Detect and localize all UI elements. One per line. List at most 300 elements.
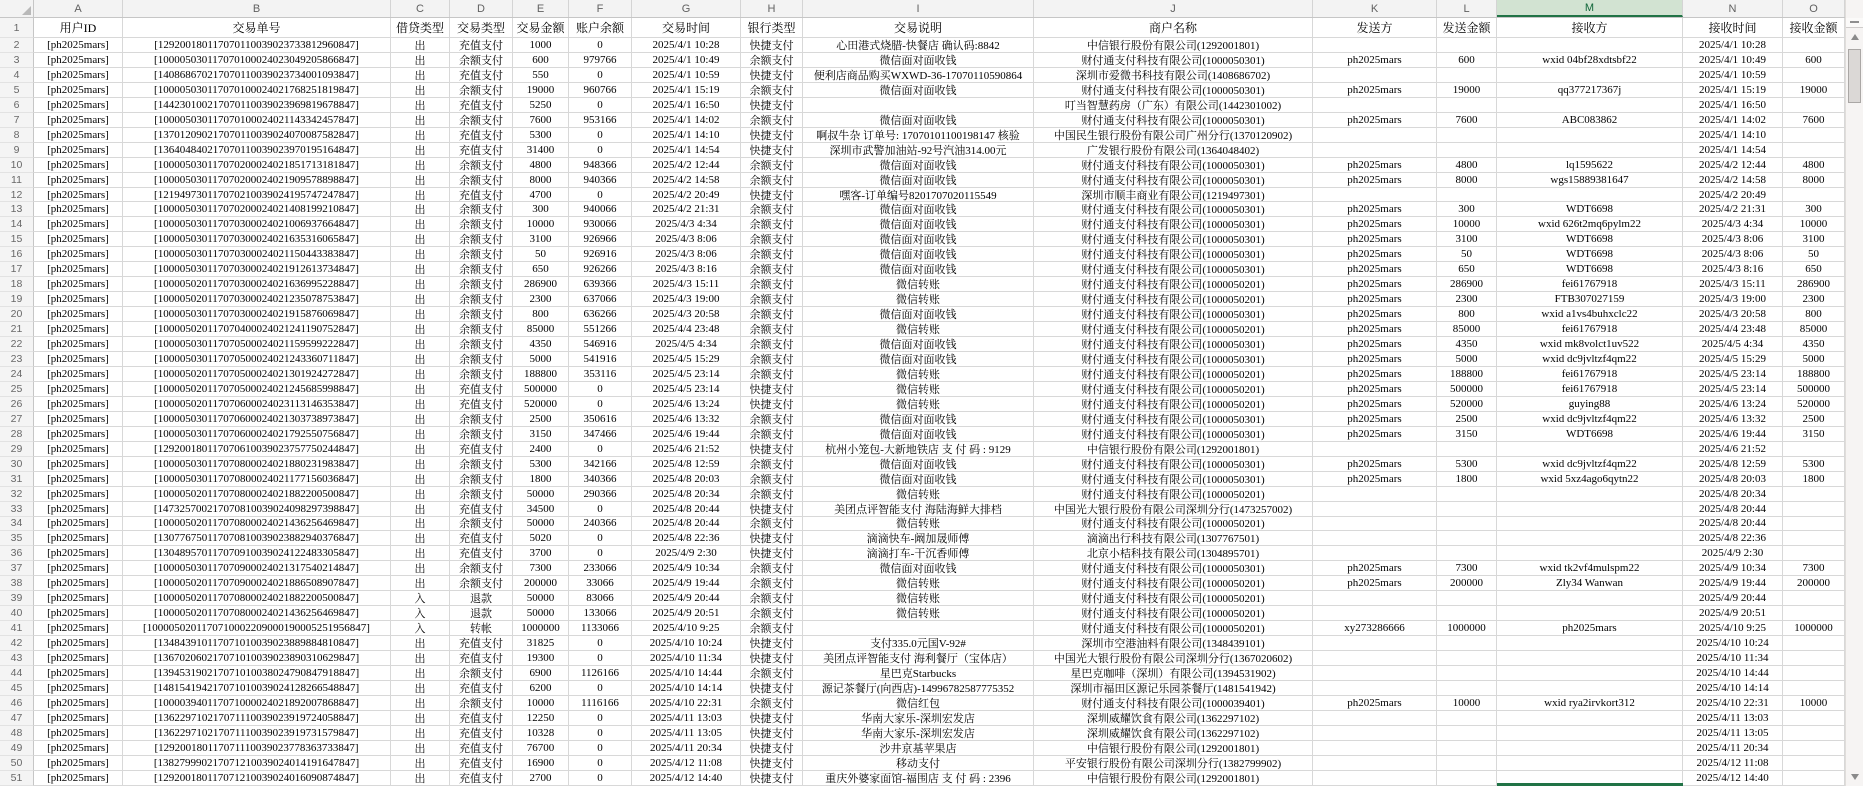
cell-M27[interactable]: wxid dc9jvltzf4qm22 <box>1497 412 1683 427</box>
cell-L10[interactable]: 4800 <box>1437 158 1497 173</box>
cell-F16[interactable]: 926916 <box>569 247 632 262</box>
cell-C39[interactable]: 入 <box>391 591 450 606</box>
cell-I7[interactable]: 微信面对面收钱 <box>803 113 1034 128</box>
cell-L16[interactable]: 50 <box>1437 247 1497 262</box>
cell-C13[interactable]: 出 <box>391 202 450 217</box>
cell-F50[interactable]: 0 <box>569 756 632 771</box>
cell-L12[interactable] <box>1437 188 1497 203</box>
cell-K7[interactable]: ph2025mars <box>1313 113 1437 128</box>
cell-G45[interactable]: 2025/4/10 14:14 <box>632 681 741 696</box>
cell-D49[interactable]: 充值支付 <box>450 741 513 756</box>
cell-A48[interactable]: [ph2025mars] <box>34 726 123 741</box>
cell-B47[interactable]: [136229710217071110039023919724058847] <box>123 711 391 726</box>
cell-E1[interactable]: 交易金额 <box>513 18 569 38</box>
cell-K18[interactable]: ph2025mars <box>1313 277 1437 292</box>
cell-J25[interactable]: 财付通支付科技有限公司(1000050201) <box>1034 382 1313 397</box>
cell-M23[interactable]: wxid dc9jvltzf4qm22 <box>1497 352 1683 367</box>
cell-A35[interactable]: [ph2025mars] <box>34 531 123 546</box>
cell-A34[interactable]: [ph2025mars] <box>34 517 123 532</box>
cell-A19[interactable]: [ph2025mars] <box>34 292 123 307</box>
cell-J15[interactable]: 财付通支付科技有限公司(1000050301) <box>1034 232 1313 247</box>
row-header-14[interactable]: 14 <box>0 217 34 232</box>
cell-F37[interactable]: 233066 <box>569 561 632 576</box>
cell-M43[interactable] <box>1497 651 1683 666</box>
cell-H17[interactable]: 余额支付 <box>741 262 803 277</box>
cell-O43[interactable] <box>1783 651 1845 666</box>
cell-A46[interactable]: [ph2025mars] <box>34 696 123 711</box>
cell-A47[interactable]: [ph2025mars] <box>34 711 123 726</box>
cell-B23[interactable]: [100005030117070500024021243360711847] <box>123 352 391 367</box>
cell-C8[interactable]: 出 <box>391 128 450 143</box>
cell-B1[interactable]: 交易单号 <box>123 18 391 38</box>
cell-O34[interactable] <box>1783 517 1845 532</box>
cell-F18[interactable]: 639366 <box>569 277 632 292</box>
cell-E16[interactable]: 50 <box>513 247 569 262</box>
cell-D10[interactable]: 余额支付 <box>450 158 513 173</box>
row-header-37[interactable]: 37 <box>0 561 34 576</box>
cell-E18[interactable]: 286900 <box>513 277 569 292</box>
cell-M46[interactable]: wxid rya2irvkort312 <box>1497 696 1683 711</box>
cell-N17[interactable]: 2025/4/3 8:16 <box>1683 262 1783 277</box>
cell-F27[interactable]: 350616 <box>569 412 632 427</box>
row-header-3[interactable]: 3 <box>0 53 34 68</box>
cell-H29[interactable]: 快捷支付 <box>741 442 803 457</box>
cell-C24[interactable]: 出 <box>391 367 450 382</box>
cell-C1[interactable]: 借贷类型 <box>391 18 450 38</box>
row-header-11[interactable]: 11 <box>0 173 34 188</box>
cell-F2[interactable]: 0 <box>569 38 632 53</box>
cell-O33[interactable] <box>1783 502 1845 517</box>
cell-C31[interactable]: 出 <box>391 472 450 487</box>
cell-O41[interactable]: 1000000 <box>1783 621 1845 636</box>
cell-M16[interactable]: WDT6698 <box>1497 247 1683 262</box>
cell-E30[interactable]: 5300 <box>513 457 569 472</box>
cell-D31[interactable]: 余额支付 <box>450 472 513 487</box>
cell-B33[interactable]: [147325700217070810039024098297398847] <box>123 502 391 517</box>
cell-K17[interactable]: ph2025mars <box>1313 262 1437 277</box>
cell-C51[interactable]: 出 <box>391 771 450 786</box>
cell-H45[interactable]: 快捷支付 <box>741 681 803 696</box>
cell-A3[interactable]: [ph2025mars] <box>34 53 123 68</box>
cell-M19[interactable]: FTB307027159 <box>1497 292 1683 307</box>
cell-K47[interactable] <box>1313 711 1437 726</box>
cell-C19[interactable]: 出 <box>391 292 450 307</box>
cell-I3[interactable]: 微信面对面收钱 <box>803 53 1034 68</box>
cell-K23[interactable]: ph2025mars <box>1313 352 1437 367</box>
cell-N51[interactable]: 2025/4/12 14:40 <box>1683 771 1783 786</box>
cell-H31[interactable]: 余额支付 <box>741 472 803 487</box>
cell-F6[interactable]: 0 <box>569 98 632 113</box>
cell-H21[interactable]: 余额支付 <box>741 322 803 337</box>
cell-H3[interactable]: 余额支付 <box>741 53 803 68</box>
cell-A31[interactable]: [ph2025mars] <box>34 472 123 487</box>
row-header-9[interactable]: 9 <box>0 143 34 158</box>
cell-F10[interactable]: 948366 <box>569 158 632 173</box>
cell-O5[interactable]: 19000 <box>1783 83 1845 98</box>
cell-B25[interactable]: [100005020117070500024021245685998847] <box>123 382 391 397</box>
cell-I14[interactable]: 微信面对面收钱 <box>803 217 1034 232</box>
cell-G17[interactable]: 2025/4/3 8:16 <box>632 262 741 277</box>
cell-B4[interactable]: [140868670217070110039023734001093847] <box>123 68 391 83</box>
cell-E25[interactable]: 500000 <box>513 382 569 397</box>
cell-E51[interactable]: 2700 <box>513 771 569 786</box>
cell-C10[interactable]: 出 <box>391 158 450 173</box>
cell-N20[interactable]: 2025/4/3 20:58 <box>1683 307 1783 322</box>
cell-A43[interactable]: [ph2025mars] <box>34 651 123 666</box>
cell-N5[interactable]: 2025/4/1 15:19 <box>1683 83 1783 98</box>
cell-D25[interactable]: 充值支付 <box>450 382 513 397</box>
cell-J43[interactable]: 中国光大银行股份有限公司深圳分行(1367020602) <box>1034 651 1313 666</box>
cell-M20[interactable]: wxid a1vs4buhxclc22 <box>1497 307 1683 322</box>
cell-M7[interactable]: ABC083862 <box>1497 113 1683 128</box>
cell-J23[interactable]: 财付通支付科技有限公司(1000050301) <box>1034 352 1313 367</box>
cell-F20[interactable]: 636266 <box>569 307 632 322</box>
cell-K51[interactable] <box>1313 771 1437 786</box>
cell-H27[interactable]: 余额支付 <box>741 412 803 427</box>
cell-J50[interactable]: 平安银行股份有限公司深圳分行(1382799902) <box>1034 756 1313 771</box>
row-header-39[interactable]: 39 <box>0 591 34 606</box>
cell-J22[interactable]: 财付通支付科技有限公司(1000050301) <box>1034 337 1313 352</box>
cell-F1[interactable]: 账户余额 <box>569 18 632 38</box>
cell-F13[interactable]: 940066 <box>569 202 632 217</box>
cell-F11[interactable]: 940366 <box>569 173 632 188</box>
cell-D35[interactable]: 充值支付 <box>450 531 513 546</box>
cell-E48[interactable]: 10328 <box>513 726 569 741</box>
cell-J1[interactable]: 商户名称 <box>1034 18 1313 38</box>
cell-A32[interactable]: [ph2025mars] <box>34 487 123 502</box>
cell-H41[interactable]: 余额支付 <box>741 621 803 636</box>
cell-H50[interactable]: 快捷支付 <box>741 756 803 771</box>
cell-H5[interactable]: 余额支付 <box>741 83 803 98</box>
cell-J34[interactable]: 财付通支付科技有限公司(1000050201) <box>1034 517 1313 532</box>
cell-F41[interactable]: 1133066 <box>569 621 632 636</box>
cell-L42[interactable] <box>1437 636 1497 651</box>
cell-H39[interactable]: 余额支付 <box>741 591 803 606</box>
cell-M50[interactable] <box>1497 756 1683 771</box>
cell-A22[interactable]: [ph2025mars] <box>34 337 123 352</box>
cell-O4[interactable] <box>1783 68 1845 83</box>
cell-D32[interactable]: 余额支付 <box>450 487 513 502</box>
cell-D15[interactable]: 余额支付 <box>450 232 513 247</box>
row-header-48[interactable]: 48 <box>0 726 34 741</box>
cell-K4[interactable] <box>1313 68 1437 83</box>
cell-O40[interactable] <box>1783 606 1845 621</box>
cell-I29[interactable]: 杭州小笼包-大新地铁店 支 付 码 : 9129 <box>803 442 1034 457</box>
cell-M10[interactable]: lq1595622 <box>1497 158 1683 173</box>
cell-N50[interactable]: 2025/4/12 11:08 <box>1683 756 1783 771</box>
cell-C20[interactable]: 出 <box>391 307 450 322</box>
cell-A27[interactable]: [ph2025mars] <box>34 412 123 427</box>
column-header-L[interactable]: L <box>1437 0 1497 17</box>
cell-B48[interactable]: [136229710217071110039023919731579847] <box>123 726 391 741</box>
cell-L46[interactable]: 10000 <box>1437 696 1497 711</box>
cell-I20[interactable]: 微信面对面收钱 <box>803 307 1034 322</box>
cell-F15[interactable]: 926966 <box>569 232 632 247</box>
cell-F38[interactable]: 33066 <box>569 576 632 591</box>
cell-J19[interactable]: 财付通支付科技有限公司(1000050201) <box>1034 292 1313 307</box>
cell-N1[interactable]: 接收时间 <box>1683 18 1783 38</box>
cell-O37[interactable]: 7300 <box>1783 561 1845 576</box>
cell-O19[interactable]: 2300 <box>1783 292 1845 307</box>
cell-H37[interactable]: 余额支付 <box>741 561 803 576</box>
cell-E6[interactable]: 5250 <box>513 98 569 113</box>
cell-B19[interactable]: [100005020117070300024021235078753847] <box>123 292 391 307</box>
cell-B27[interactable]: [100005030117070600024021303738973847] <box>123 412 391 427</box>
cell-D6[interactable]: 充值支付 <box>450 98 513 113</box>
cell-N2[interactable]: 2025/4/1 10:28 <box>1683 38 1783 53</box>
cell-J35[interactable]: 滴滴出行科技有限公司(1307767501) <box>1034 531 1313 546</box>
cell-J5[interactable]: 财付通支付科技有限公司(1000050301) <box>1034 83 1313 98</box>
cell-K44[interactable] <box>1313 666 1437 681</box>
cell-G38[interactable]: 2025/4/9 19:44 <box>632 576 741 591</box>
scroll-up-arrow-icon[interactable] <box>1846 29 1863 45</box>
cell-F49[interactable]: 0 <box>569 741 632 756</box>
cell-C32[interactable]: 出 <box>391 487 450 502</box>
cell-B15[interactable]: [100005030117070300024021635316065847] <box>123 232 391 247</box>
cell-F28[interactable]: 347466 <box>569 427 632 442</box>
cell-B16[interactable]: [100005030117070300024021150443383847] <box>123 247 391 262</box>
cell-O35[interactable] <box>1783 531 1845 546</box>
cell-D38[interactable]: 余额支付 <box>450 576 513 591</box>
cell-D13[interactable]: 余额支付 <box>450 202 513 217</box>
cell-D24[interactable]: 余额支付 <box>450 367 513 382</box>
cell-B44[interactable]: [139453190217071010038024790847918847] <box>123 666 391 681</box>
cell-N21[interactable]: 2025/4/4 23:48 <box>1683 322 1783 337</box>
cell-L25[interactable]: 500000 <box>1437 382 1497 397</box>
cell-N13[interactable]: 2025/4/2 21:31 <box>1683 202 1783 217</box>
cell-N28[interactable]: 2025/4/6 19:44 <box>1683 427 1783 442</box>
cell-E5[interactable]: 19000 <box>513 83 569 98</box>
cell-E23[interactable]: 5000 <box>513 352 569 367</box>
cell-H12[interactable]: 快捷支付 <box>741 188 803 203</box>
cell-I36[interactable]: 滴滴打车-干沉香师傅 <box>803 546 1034 561</box>
cell-A14[interactable]: [ph2025mars] <box>34 217 123 232</box>
cell-L11[interactable]: 8000 <box>1437 173 1497 188</box>
cell-E36[interactable]: 3700 <box>513 546 569 561</box>
cell-H4[interactable]: 快捷支付 <box>741 68 803 83</box>
cell-L15[interactable]: 3100 <box>1437 232 1497 247</box>
cell-F34[interactable]: 240366 <box>569 517 632 532</box>
cell-K3[interactable]: ph2025mars <box>1313 53 1437 68</box>
cell-J26[interactable]: 财付通支付科技有限公司(1000050201) <box>1034 397 1313 412</box>
cell-E35[interactable]: 5020 <box>513 531 569 546</box>
row-header-12[interactable]: 12 <box>0 188 34 203</box>
cell-I34[interactable]: 微信转账 <box>803 517 1034 532</box>
cell-F4[interactable]: 0 <box>569 68 632 83</box>
cell-B24[interactable]: [100005020117070500024021301924272847] <box>123 367 391 382</box>
cell-C12[interactable]: 出 <box>391 188 450 203</box>
row-header-33[interactable]: 33 <box>0 502 34 517</box>
cell-G25[interactable]: 2025/4/5 23:14 <box>632 382 741 397</box>
cell-B11[interactable]: [100005030117070200024021909578898847] <box>123 173 391 188</box>
cell-M40[interactable] <box>1497 606 1683 621</box>
cell-H11[interactable]: 余额支付 <box>741 173 803 188</box>
cell-K5[interactable]: ph2025mars <box>1313 83 1437 98</box>
row-header-2[interactable]: 2 <box>0 38 34 53</box>
cell-O32[interactable] <box>1783 487 1845 502</box>
cell-N7[interactable]: 2025/4/1 14:02 <box>1683 113 1783 128</box>
cell-D26[interactable]: 充值支付 <box>450 397 513 412</box>
cell-L7[interactable]: 7600 <box>1437 113 1497 128</box>
cell-C48[interactable]: 出 <box>391 726 450 741</box>
cell-C45[interactable]: 出 <box>391 681 450 696</box>
cell-I10[interactable]: 微信面对面收钱 <box>803 158 1034 173</box>
cell-B36[interactable]: [130489570117070910039024122483305847] <box>123 546 391 561</box>
cell-K33[interactable] <box>1313 502 1437 517</box>
column-header-A[interactable]: A <box>34 0 123 17</box>
cell-H25[interactable]: 快捷支付 <box>741 382 803 397</box>
cell-J16[interactable]: 财付通支付科技有限公司(1000050301) <box>1034 247 1313 262</box>
cell-L51[interactable] <box>1437 771 1497 786</box>
cell-A1[interactable]: 用户ID <box>34 18 123 38</box>
row-header-41[interactable]: 41 <box>0 621 34 636</box>
row-header-8[interactable]: 8 <box>0 128 34 143</box>
cell-M33[interactable] <box>1497 502 1683 517</box>
row-header-15[interactable]: 15 <box>0 232 34 247</box>
cell-M49[interactable] <box>1497 741 1683 756</box>
cell-G10[interactable]: 2025/4/2 12:44 <box>632 158 741 173</box>
scrollbar-thumb[interactable] <box>1848 49 1861 103</box>
cell-H8[interactable]: 快捷支付 <box>741 128 803 143</box>
cell-M2[interactable] <box>1497 38 1683 53</box>
scrollbar-split-handle[interactable] <box>1846 18 1863 28</box>
cell-G20[interactable]: 2025/4/3 20:58 <box>632 307 741 322</box>
cell-L2[interactable] <box>1437 38 1497 53</box>
cell-E49[interactable]: 76700 <box>513 741 569 756</box>
cell-N3[interactable]: 2025/4/1 10:49 <box>1683 53 1783 68</box>
cell-J30[interactable]: 财付通支付科技有限公司(1000050301) <box>1034 457 1313 472</box>
cell-O31[interactable]: 1800 <box>1783 472 1845 487</box>
row-header-45[interactable]: 45 <box>0 681 34 696</box>
cell-B49[interactable]: [129200180117071110039023778363733847] <box>123 741 391 756</box>
cell-F43[interactable]: 0 <box>569 651 632 666</box>
row-header-5[interactable]: 5 <box>0 83 34 98</box>
row-header-51[interactable]: 51 <box>0 771 34 786</box>
cell-E3[interactable]: 600 <box>513 53 569 68</box>
cell-K37[interactable]: ph2025mars <box>1313 561 1437 576</box>
cell-E34[interactable]: 50000 <box>513 517 569 532</box>
cell-G49[interactable]: 2025/4/11 20:34 <box>632 741 741 756</box>
cell-D46[interactable]: 余额支付 <box>450 696 513 711</box>
cell-N31[interactable]: 2025/4/8 20:03 <box>1683 472 1783 487</box>
cell-I38[interactable]: 微信转账 <box>803 576 1034 591</box>
cell-O30[interactable]: 5300 <box>1783 457 1845 472</box>
cell-K39[interactable] <box>1313 591 1437 606</box>
cell-L28[interactable]: 3150 <box>1437 427 1497 442</box>
row-header-47[interactable]: 47 <box>0 711 34 726</box>
cell-F42[interactable]: 0 <box>569 636 632 651</box>
cell-I32[interactable]: 微信转账 <box>803 487 1034 502</box>
cell-J47[interactable]: 深圳威耀饮食有限公司(1362297102) <box>1034 711 1313 726</box>
cell-N47[interactable]: 2025/4/11 13:03 <box>1683 711 1783 726</box>
row-header-26[interactable]: 26 <box>0 397 34 412</box>
cell-A38[interactable]: [ph2025mars] <box>34 576 123 591</box>
cell-O38[interactable]: 200000 <box>1783 576 1845 591</box>
cell-F17[interactable]: 926266 <box>569 262 632 277</box>
cell-I1[interactable]: 交易说明 <box>803 18 1034 38</box>
cell-B8[interactable]: [137012090217070110039024070087582847] <box>123 128 391 143</box>
cell-L9[interactable] <box>1437 143 1497 158</box>
row-header-49[interactable]: 49 <box>0 741 34 756</box>
cell-D9[interactable]: 充值支付 <box>450 143 513 158</box>
cell-F29[interactable]: 0 <box>569 442 632 457</box>
cell-I28[interactable]: 微信面对面收钱 <box>803 427 1034 442</box>
cell-N39[interactable]: 2025/4/9 20:44 <box>1683 591 1783 606</box>
cell-G31[interactable]: 2025/4/8 20:03 <box>632 472 741 487</box>
cell-G2[interactable]: 2025/4/1 10:28 <box>632 38 741 53</box>
cell-F51[interactable]: 0 <box>569 771 632 786</box>
cell-A13[interactable]: [ph2025mars] <box>34 202 123 217</box>
cell-L45[interactable] <box>1437 681 1497 696</box>
row-header-29[interactable]: 29 <box>0 442 34 457</box>
cell-E46[interactable]: 10000 <box>513 696 569 711</box>
cell-A2[interactable]: [ph2025mars] <box>34 38 123 53</box>
row-header-20[interactable]: 20 <box>0 307 34 322</box>
row-header-27[interactable]: 27 <box>0 412 34 427</box>
cell-N49[interactable]: 2025/4/11 20:34 <box>1683 741 1783 756</box>
cell-E29[interactable]: 2400 <box>513 442 569 457</box>
cell-O39[interactable] <box>1783 591 1845 606</box>
cell-G42[interactable]: 2025/4/10 10:24 <box>632 636 741 651</box>
cell-G30[interactable]: 2025/4/8 12:59 <box>632 457 741 472</box>
cell-K43[interactable] <box>1313 651 1437 666</box>
cell-K27[interactable]: ph2025mars <box>1313 412 1437 427</box>
cell-H36[interactable]: 快捷支付 <box>741 546 803 561</box>
cell-M3[interactable]: wxid 04bf28xdtsbf22 <box>1497 53 1683 68</box>
cell-M42[interactable] <box>1497 636 1683 651</box>
cell-N18[interactable]: 2025/4/3 15:11 <box>1683 277 1783 292</box>
cell-L37[interactable]: 7300 <box>1437 561 1497 576</box>
cell-C37[interactable]: 出 <box>391 561 450 576</box>
cell-A9[interactable]: [ph2025mars] <box>34 143 123 158</box>
cell-M25[interactable]: fei61767918 <box>1497 382 1683 397</box>
cell-F25[interactable]: 0 <box>569 382 632 397</box>
cell-A37[interactable]: [ph2025mars] <box>34 561 123 576</box>
cell-C11[interactable]: 出 <box>391 173 450 188</box>
cell-D41[interactable]: 转帐 <box>450 621 513 636</box>
cell-B38[interactable]: [100005020117070900024021886508907847] <box>123 576 391 591</box>
cell-E19[interactable]: 2300 <box>513 292 569 307</box>
cell-I37[interactable]: 微信面对面收钱 <box>803 561 1034 576</box>
cell-L18[interactable]: 286900 <box>1437 277 1497 292</box>
cell-N24[interactable]: 2025/4/5 23:14 <box>1683 367 1783 382</box>
row-header-44[interactable]: 44 <box>0 666 34 681</box>
cell-I13[interactable]: 微信面对面收钱 <box>803 202 1034 217</box>
cell-I21[interactable]: 微信转账 <box>803 322 1034 337</box>
cell-F45[interactable]: 0 <box>569 681 632 696</box>
cell-B14[interactable]: [100005030117070300024021006937664847] <box>123 217 391 232</box>
cell-N15[interactable]: 2025/4/3 8:06 <box>1683 232 1783 247</box>
cell-C3[interactable]: 出 <box>391 53 450 68</box>
cell-H32[interactable]: 余额支付 <box>741 487 803 502</box>
row-header-30[interactable]: 30 <box>0 457 34 472</box>
cell-C25[interactable]: 出 <box>391 382 450 397</box>
cell-B43[interactable]: [136702060217071010039023890310629847] <box>123 651 391 666</box>
cell-O36[interactable] <box>1783 546 1845 561</box>
cell-I9[interactable]: 深圳市武警加油站-92号汽油314.00元 <box>803 143 1034 158</box>
cell-K12[interactable] <box>1313 188 1437 203</box>
cell-C33[interactable]: 出 <box>391 502 450 517</box>
cell-N25[interactable]: 2025/4/5 23:14 <box>1683 382 1783 397</box>
cell-G50[interactable]: 2025/4/12 11:08 <box>632 756 741 771</box>
cell-K30[interactable]: ph2025mars <box>1313 457 1437 472</box>
cell-M30[interactable]: wxid dc9jvltzf4qm22 <box>1497 457 1683 472</box>
cell-N29[interactable]: 2025/4/6 21:52 <box>1683 442 1783 457</box>
cell-L35[interactable] <box>1437 531 1497 546</box>
cell-I5[interactable]: 微信面对面收钱 <box>803 83 1034 98</box>
cell-I11[interactable]: 微信面对面收钱 <box>803 173 1034 188</box>
cell-N22[interactable]: 2025/4/5 4:34 <box>1683 337 1783 352</box>
